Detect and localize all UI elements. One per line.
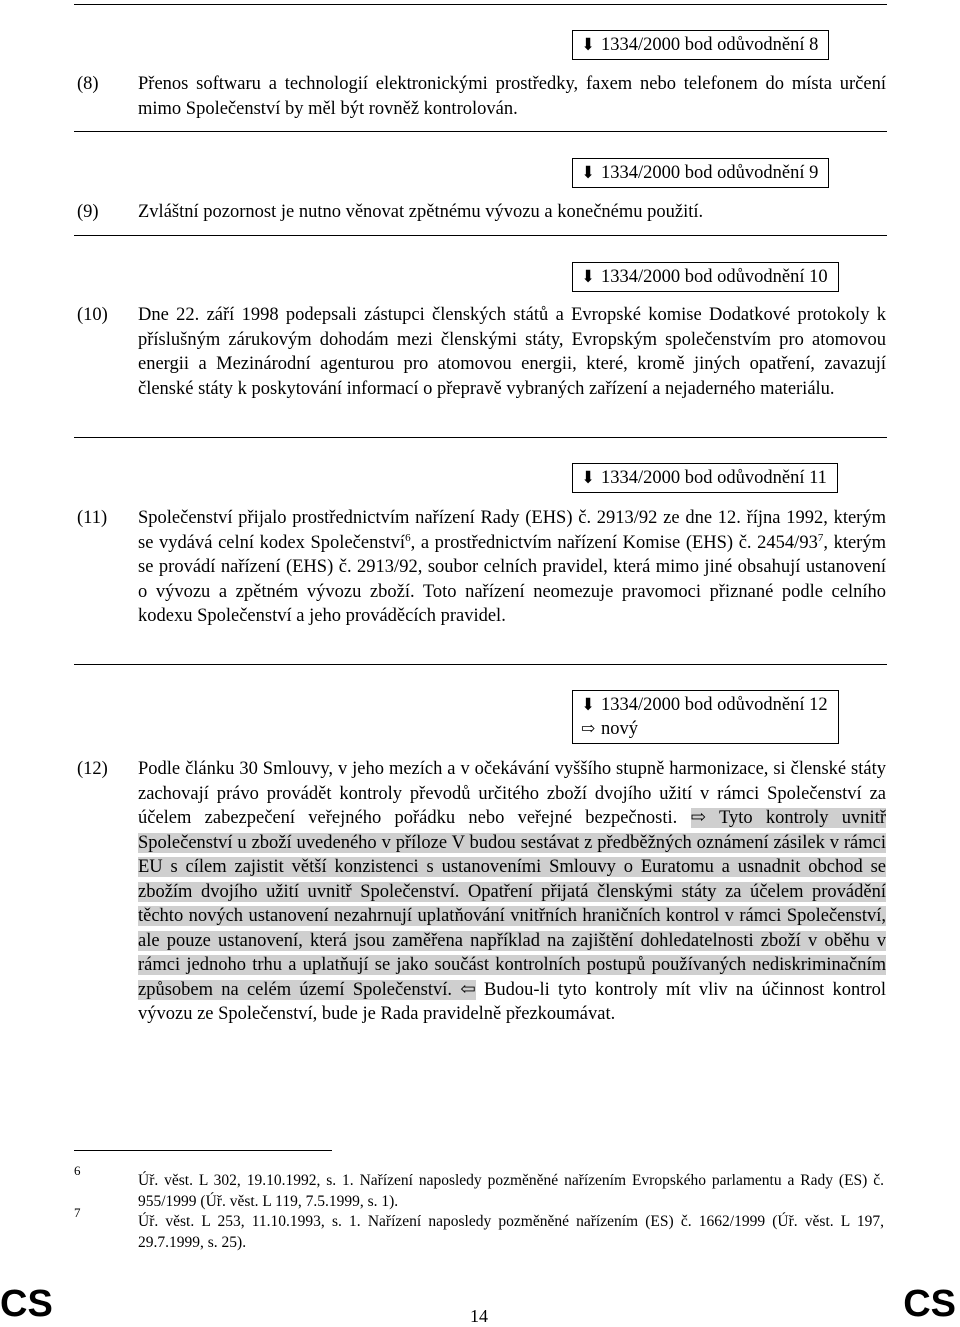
text-run: Budou-li tyto kontroly mít vliv na účinnost kontrol vývozu ze Společenství, bude je Rada pravidelně přezkoumávat. [138,979,886,1024]
text-run: , kterým se provádí nařízení (EHS) č. 2913/92, soubor celních pravidel, která mimo jiné obsahují ustanovení o vývozu a zpětném vývozu zboží. Toto nařízení neomezuje pravomoci přiznané podle celního kodexu Společenství a jeho prováděcích pravidel. [138,532,886,626]
recital-number: (10) [77,305,108,325]
recital-text: Zvláštní pozornost je nutno věnovat zpětnému vývozu a konečnému použití. [138,202,704,222]
insert-start-arrow-icon: ⇨ [690,808,707,828]
down-arrow-icon: ⬇ [581,468,596,487]
separator-rule [74,437,887,438]
down-arrow-icon: ⬇ [581,35,596,54]
right-arrow-icon: ⇨ [581,719,596,738]
page-number: 14 [470,1306,488,1326]
reference-label: 1334/2000 bod odůvodnění 10 [601,267,828,287]
text-run: Podle článku 30 Smlouvy, v jeho mezích a v očekávání vyššího stupně harmonizace, si členské státy zachovají právo provádět kontroly převodů určitého zboží dvojího užití v rámci Společenství za účelem zabezpečení veřejného pořádku nebo veřejné bezpečnosti. [138,759,886,828]
source-reference-box [572,158,829,188]
reference-label: 1334/2000 bod odůvodnění 9 [601,163,819,183]
separator-rule [74,235,887,236]
footnote-text: Úř. věst. L 253, 11.10.1993, s. 1. Nařízení naposledy pozměněné nařízením (ES) č. 1662/1999 (Úř. věst. L 197, 29.7.1999, s. 25). [138,1213,884,1251]
source-reference-box [572,690,839,744]
insert-end-arrow-icon: ⇦ [460,979,476,1000]
text-run: , a prostřednictvím nařízení Komise (EHS) č. 2454/93 [410,532,818,553]
footnote-separator [74,1150,332,1151]
source-reference-box [572,30,829,60]
footnote-ref[interactable]: 6 [405,531,411,544]
separator-rule [74,664,887,665]
reference-label: 1334/2000 bod odůvodnění 11 [601,468,827,488]
reference-label: 1334/2000 bod odůvodnění 12 [601,695,828,715]
recital-number: (9) [77,202,99,222]
text-run: Tyto kontroly uvnitř Společenství u zboží uvedeného v příloze V budou sestávat z předběžných oznámení zásilek v rámci EU s cílem zajistit větší konzistenci s ustanoveními Smlouvy o Euratomu a usnadnit obchod se zbožím dvojího užití uvnitř Společenství. Opatření přijatá členskými státy za účelem provádění těchto nových ustanovení nezahrnují uplatňování vnitřních hraničních kontrol v rámci Společenství, ale pouze ustanovení, která jsou zaměřena například na zajištění dohledatelnosti zboží v oběhu v rámci jednoho trhu a uplatňují se jako součást kontrolních postupů používaných nediskriminačním způsobem na celém území Společenství. [138,808,886,1000]
recital-text: Přenos softwaru a technologií elektronickými prostředky, faxem nebo telefonem do místa určení mimo Společenství by měl být rovněž kontrolován. [138,74,886,119]
inserted-text [138,808,886,1000]
down-arrow-icon: ⬇ [581,163,596,182]
footnote-number: 6 [74,1163,81,1178]
footnote-number: 7 [74,1205,81,1220]
reference-label: 1334/2000 bod odůvodnění 8 [601,35,819,55]
footnote-ref[interactable]: 7 [817,531,824,544]
source-reference-box [572,463,838,493]
language-code-left: CS [0,1283,53,1325]
down-arrow-icon: ⬇ [581,695,596,714]
recital-number: (12) [77,759,108,779]
recital-number: (11) [77,508,108,528]
language-code-right: CS [903,1283,956,1325]
separator-rule [74,131,887,132]
recital-text [138,506,886,629]
separator-rule [74,4,887,5]
source-reference-box [572,262,839,292]
footnote-text: Úř. věst. L 302, 19.10.1992, s. 1. Nařízení naposledy pozměněné nařízením Evropského parlamentu a Rady (ES) č. 955/1999 (Úř. věst. L 119, 7.5.1999, s. 1). [138,1172,884,1210]
recital-text: Dne 22. září 1998 podepsali zástupci členských států a Evropské komise Dodatkové protokoly k příslušným zárukovým dohodám mezi členskými státy, Evropským společenstvím pro atomovou energii a Mezinárodní agenturou pro atomovou energii, které, kromě jiných opatření, zavazují členské státy k poskytování informací o přepravě vybraných zařízení a nejaderného materiálu. [138,305,886,399]
text-run: Společenství přijalo prostřednictvím nařízení Rady (EHS) č. 2913/92 ze dne 12. října 1992, kterým se vydává celní kodex Společenství [138,508,886,553]
recital-number: (8) [77,74,99,94]
reference-label: nový [601,719,638,739]
recital-text [138,757,886,1027]
down-arrow-icon: ⬇ [581,267,596,286]
